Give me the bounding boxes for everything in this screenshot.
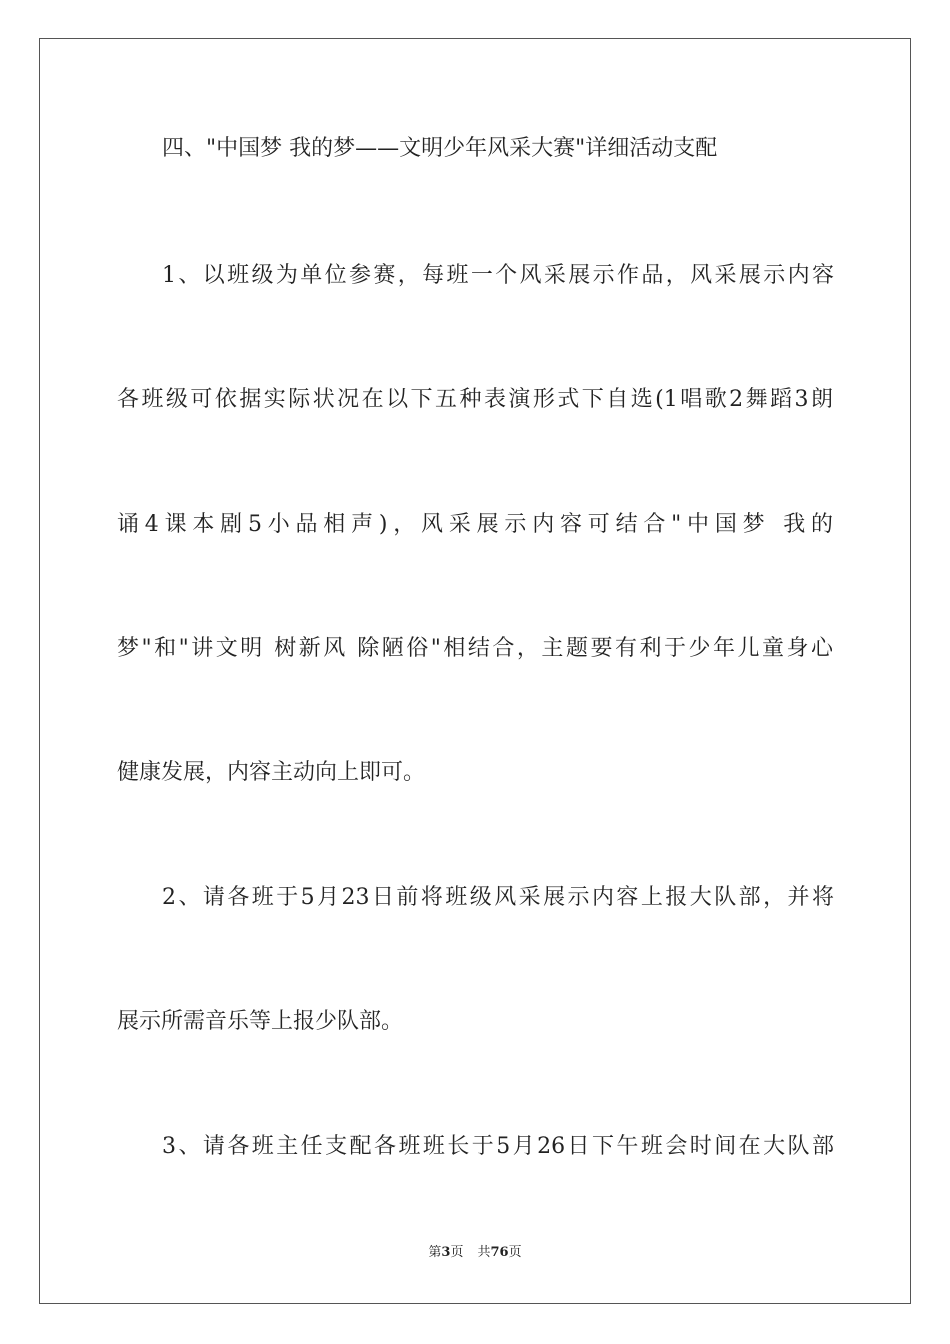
footer-total-prefix: 共 [477,1245,491,1260]
footer-current-page: 3 [441,1245,451,1260]
paragraph-line: 1、以班级为单位参赛，每班一个风采展示作品，风采展示内容 [162,263,834,288]
footer-page-suffix: 页 [450,1245,464,1260]
paragraph-line: 2、请各班于5月23日前将班级风采展示内容上报大队部，并将 [162,885,834,910]
section-heading: 四、"中国梦 我的梦——文明少年风采大赛"详细活动支配 [162,136,718,161]
paragraph-line: 健康发展，内容主动向上即可。 [117,760,426,785]
page-footer [0,1244,950,1262]
paragraph-line: 展示所需音乐等上报少队部。 [117,1009,404,1034]
paragraph-line: 3、请各班主任支配各班班长于5月26日下午班会时间在大队部 [162,1134,834,1159]
paragraph-line: 梦"和"讲文明 树新风 除陋俗"相结合，主题要有利于少年儿童身心 [117,636,833,661]
footer-total-suffix: 页 [508,1245,522,1260]
paragraph-line: 各班级可依据实际状况在以下五种表演形式下自选(1唱歌2舞蹈3朗 [117,387,833,412]
paragraph-line: 诵4课本剧5小品相声)，风采展示内容可结合"中国梦 我的 [117,512,833,537]
footer-page-prefix: 第 [428,1245,442,1260]
page-border [39,38,911,1304]
footer-total-pages: 76 [490,1245,509,1260]
